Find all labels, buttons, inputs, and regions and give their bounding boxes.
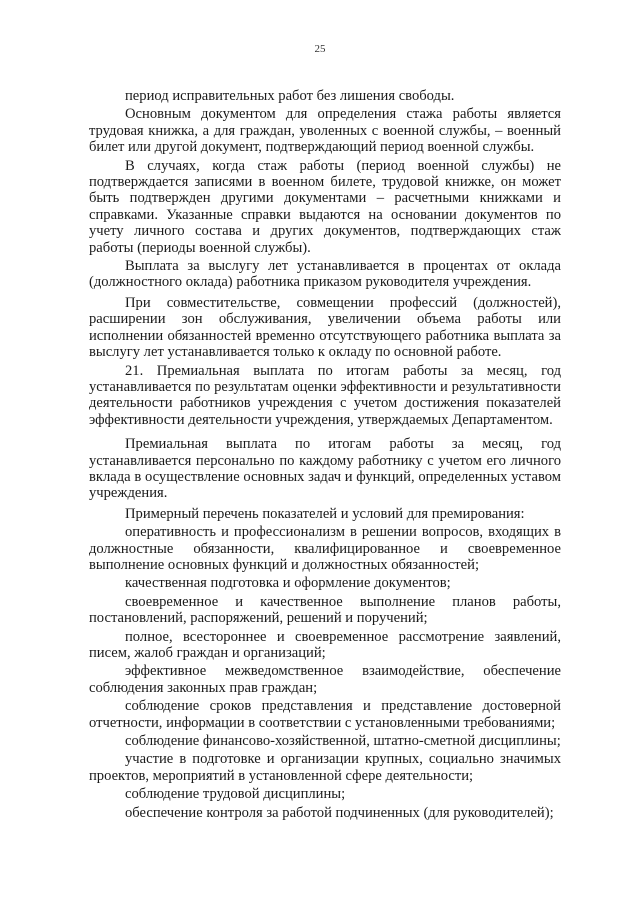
paragraph: Премиальная выплата по итогам работы за месяц, год устанавливается персонально по каждому работнику с учетом его личного вклада в осуществление основных задач и функций, определенных уставом учреждения.: [89, 436, 561, 502]
list-item: своевременное и качественное выполнение планов работы, постановлений, распоряжений, решений и поручений;: [89, 593, 561, 627]
list-item: полное, всестороннее и своевременное рассмотрение заявлений, писем, жалоб граждан и организаций;: [89, 628, 561, 661]
paragraph: 21. Премиальная выплата по итогам работы за месяц, год устанавливается по результатам оценки эффективности и результативности деятельности работников учреждения с учетом достижения показателей эффективности деятельности учреждения, утверждаемых Департаментом.: [89, 362, 561, 428]
paragraph: В случаях, когда стаж работы (период военной службы) не подтверждается записями в военном билете, трудовой книжке, он может быть подтвержден другими документами – расчетными книжками и справками. Указанные справки выдаются на основании документов по учету личного состава и других документов, подтверждающих стаж работы (периоды военной службы).: [89, 157, 561, 256]
list-item: эффективное межведомственное взаимодействие, обеспечение соблюдения законных прав граждан;: [89, 663, 561, 696]
list-item: оперативность и профессионализм в решении вопросов, входящих в должностные обязанности, квалифицированное и своевременное выполнение основных функций и должностных обязанностей;: [89, 524, 561, 573]
list-item: соблюдение трудовой дисциплины;: [125, 786, 346, 803]
paragraph: При совместительстве, совмещении профессий (должностей), расширении зон обслуживания, увеличении объема работы или исполнении обязанностей временно отсутствующего работника выплата за выслугу лет устанавливается только к окладу по основной работе.: [89, 294, 561, 361]
paragraph: Выплата за выслугу лет устанавливается в процентах от оклада (должностного оклада) работника приказом руководителя учреждения.: [89, 258, 561, 291]
paragraph: период исправительных работ без лишения свободы.: [125, 88, 455, 104]
list-item: обеспечение контроля за работой подчиненных (для руководителей);: [125, 804, 554, 821]
paragraph: Примерный перечень показателей и условий для премирования:: [125, 505, 525, 522]
list-item: качественная подготовка и оформление документов;: [125, 575, 451, 592]
list-item: участие в подготовке и организации крупных, социально значимых проектов, мероприятий в установленной сфере деятельности;: [89, 751, 561, 784]
paragraph: Основным документом для определения стажа работы является трудовая книжка, а для граждан, уволенных с военной службы, – военный билет или другой документ, подтверждающий период военной службы.: [89, 106, 561, 156]
page-number: 25: [314, 43, 326, 55]
list-item: соблюдение финансово-хозяйственной, штатно-сметной дисциплины;: [125, 733, 561, 750]
document-body: [89, 88, 561, 821]
list-item: соблюдение сроков представления и представление достоверной отчетности, информации в соответствии с установленными требованиями;: [89, 698, 561, 731]
